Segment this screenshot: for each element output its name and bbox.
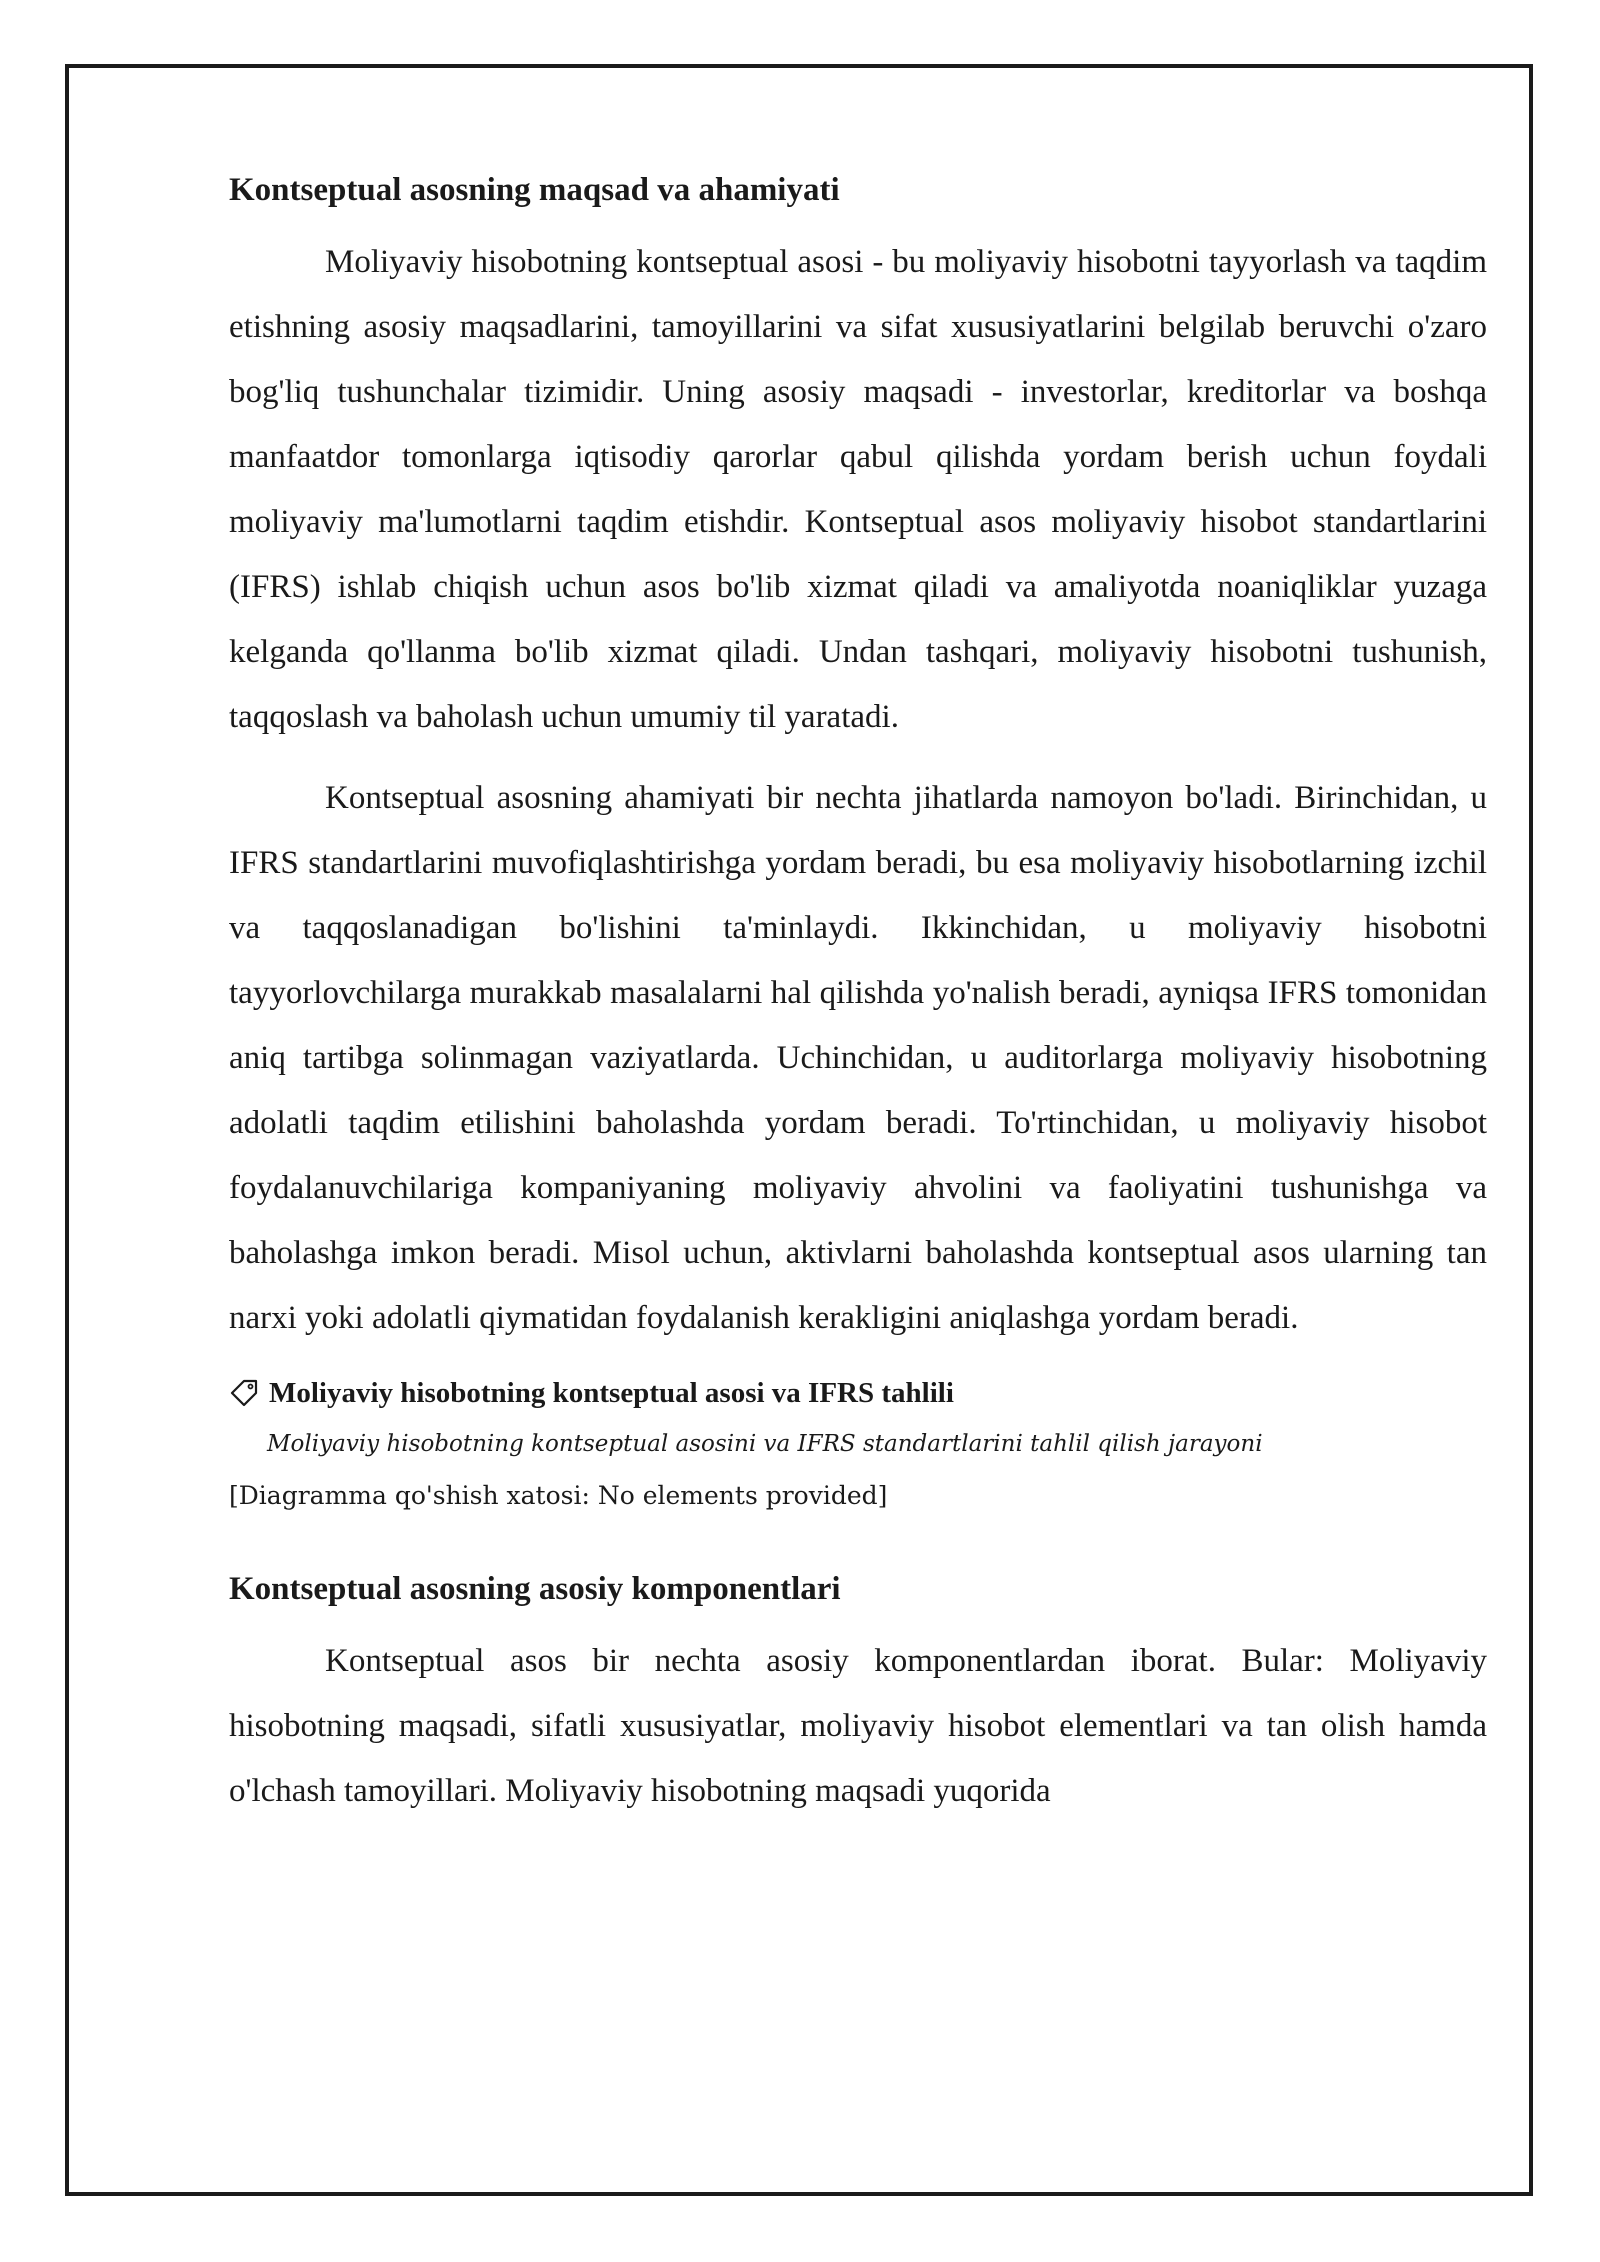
section-components bbox=[229, 1569, 1487, 1824]
section-heading-purpose: Kontseptual asosning maqsad va ahamiyati bbox=[229, 172, 840, 208]
figure-title: Moliyaviy hisobotning kontseptual asosi va IFRS tahlili bbox=[269, 1377, 954, 1409]
paragraph-definition: Moliyaviy hisobotning kontseptual asosi - bu moliyaviy hisobotni tayyorlash va taqdim etishning asosiy maqsadlarini, tamoyillarini va sifat xususiyatlarini belgilab beruvchi o'zaro bog'liq tushunchalar tizimidir. Uning asosiy maqsadi - investorlar, kreditorlar va boshqa manfaatdor tomonlarga iqtisodiy qarorlar qabul qilishda yordam berish uchun foydali moliyaviy ma'lumotlarni taqdim etishdir. Kontseptual asos moliyaviy hisobot standartlarini (IFRS) ishlab chiqish uchun asos bo'lib xizmat qiladi va amaliyotda noaniqliklar yuzaga kelganda qo'llanma bo'lib xizmat qiladi. Undan tashqari, moliyaviy hisobotni tushunish, taqqoslash va baholash uchun umumiy til yaratadi. bbox=[229, 244, 1487, 735]
figure-subtitle: Moliyaviy hisobotning kontseptual asosini va IFRS standartlarini tahlil qilish jarayoni bbox=[267, 1431, 1263, 1457]
document-body bbox=[229, 170, 1487, 1840]
section-heading-components: Kontseptual asosning asosiy komponentlari bbox=[229, 1571, 841, 1607]
diagram-error-message: [Diagramma qo'shish xatosi: No elements provided] bbox=[229, 1481, 888, 1510]
tag-icon bbox=[229, 1378, 259, 1408]
paragraph-importance: Kontseptual asosning ahamiyati bir nechta jihatlarda namoyon bo'ladi. Birinchidan, u IFRS standartlarini muvofiqlashtirishga yordam beradi, bu esa moliyaviy hisobotlarning izchil va taqqoslanadigan bo'lishini ta'minlaydi. Ikkinchidan, u moliyaviy hisobotni tayyorlovchilarga murakkab masalalarni hal qilishda yo'nalish beradi, ayniqsa IFRS tomonidan aniq tartibga solinmagan vaziyatlarda. Uchinchidan, u auditorlarga moliyaviy hisobotning adolatli taqdim etilishini baholashda yordam beradi. To'rtinchidan, u moliyaviy hisobot foydalanuvchilariga kompaniyaning moliyaviy ahvolini va faoliyatini tushunishga va baholashga imkon beradi. Misol uchun, aktivlarni baholashda kontseptual asos ularning tan narxi yoki adolatli qiymatidan foydalanish kerakligini aniqlashga yordam beradi. bbox=[229, 780, 1487, 1336]
figure-caption bbox=[229, 1373, 1487, 1513]
paragraph-components: Kontseptual asos bir nechta asosiy komponentlardan iborat. Bular: Moliyaviy hisobotning maqsadi, sifatli xususiyatlar, moliyaviy hisobot elementlari va tan olish hamda o'lchash tamoyillari. Moliyaviy hisobotning maqsadi yuqorida bbox=[229, 1643, 1487, 1809]
